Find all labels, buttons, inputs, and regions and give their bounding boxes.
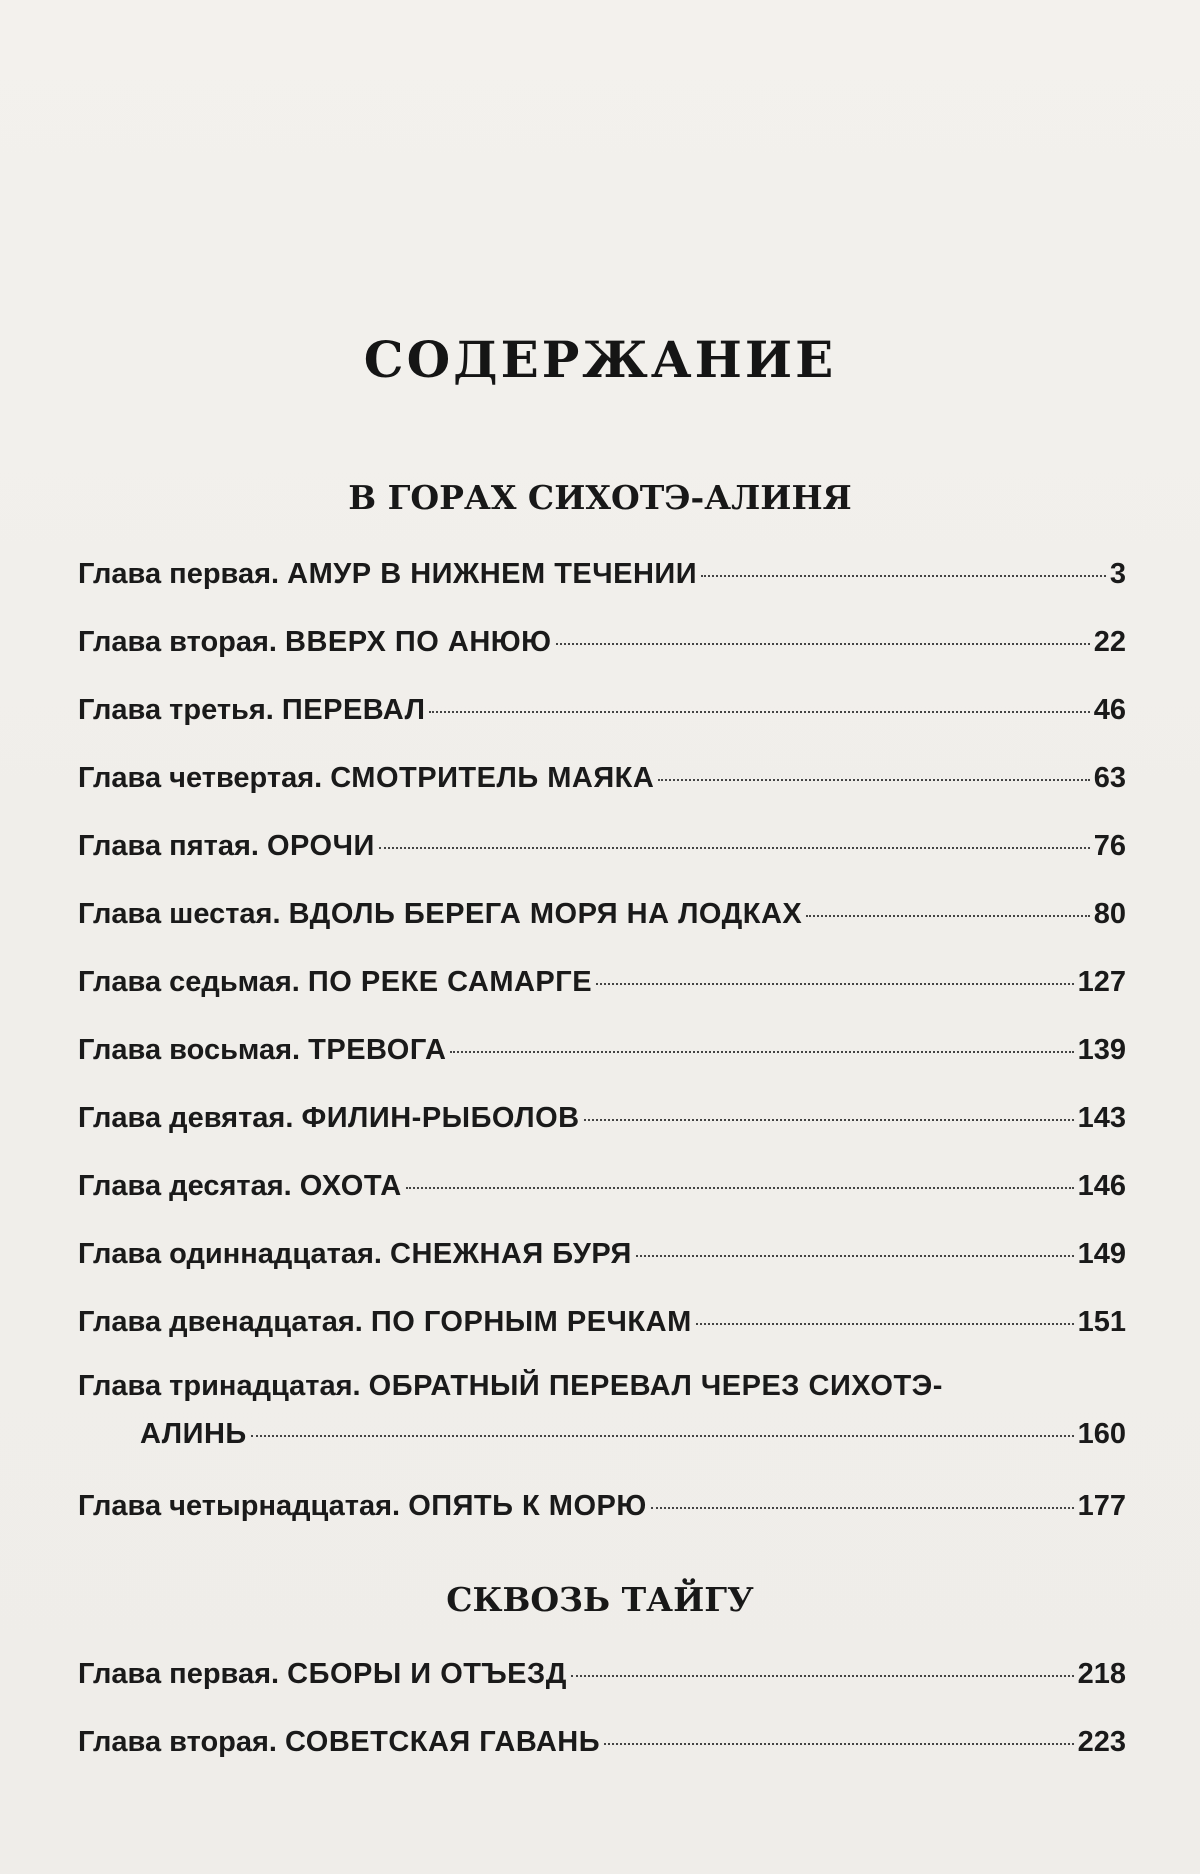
dot-leader (806, 915, 1089, 917)
chapter-name: ВДОЛЬ БЕРЕГА МОРЯ НА ЛОДКАХ (288, 898, 803, 930)
dot-leader (696, 1323, 1074, 1325)
chapter-number: Глава пятая. (78, 830, 259, 862)
toc-entry[interactable] (78, 694, 1126, 734)
chapter-name: ПО ГОРНЫМ РЕЧКАМ (370, 1306, 692, 1338)
chapter-name: ПЕРЕВАЛ (281, 694, 426, 726)
chapter-number: Глава седьмая. (78, 966, 300, 998)
chapter-number: Глава восьмая. (78, 1034, 301, 1066)
dot-leader (604, 1743, 1074, 1745)
page-number: 218 (1077, 1658, 1126, 1690)
chapter-name: ПО РЕКЕ САМАРГЕ (307, 966, 593, 998)
chapter-name: ОХОТА (299, 1170, 402, 1202)
dot-leader (658, 779, 1089, 781)
page-number: 46 (1093, 694, 1126, 726)
page-number: 177 (1077, 1490, 1126, 1522)
dot-leader (701, 575, 1106, 577)
toc-entry[interactable] (78, 626, 1126, 666)
chapter-name: ОПЯТЬ К МОРЮ (408, 1490, 647, 1522)
chapter-number: Глава четвертая. (78, 762, 323, 794)
page-number: 127 (1077, 966, 1126, 998)
chapter-number: Глава девятая. (78, 1102, 294, 1134)
chapter-name: СМОТРИТЕЛЬ МАЯКА (330, 762, 655, 794)
toc-entry[interactable] (78, 558, 1126, 598)
dot-leader (596, 983, 1074, 985)
dot-leader (379, 847, 1090, 849)
chapter-name: ФИЛИН-РЫБОЛОВ (301, 1102, 580, 1134)
chapter-number: Глава одиннадцатая. (78, 1238, 382, 1270)
chapter-number: Глава двенадцатая. (78, 1306, 363, 1338)
page-number: 76 (1093, 830, 1126, 862)
chapter-name: СБОРЫ И ОТЪЕЗД (287, 1658, 567, 1690)
chapter-number: Глава третья. (78, 694, 274, 726)
chapter-number: Глава первая. (78, 1658, 280, 1690)
toc-entry[interactable] (78, 1238, 1126, 1278)
chapter-name: СНЕЖНАЯ БУРЯ (390, 1238, 632, 1270)
toc-entry[interactable] (78, 1034, 1126, 1074)
chapter-number: Глава четырнадцатая. (78, 1490, 401, 1522)
dot-leader (651, 1507, 1074, 1509)
dot-leader (406, 1187, 1074, 1189)
toc-entry[interactable] (78, 1306, 1126, 1346)
toc-entry[interactable] (78, 762, 1126, 802)
toc-entry[interactable] (78, 898, 1126, 938)
chapter-name: СОВЕТСКАЯ ГАВАНЬ (285, 1726, 601, 1758)
page-number: 63 (1093, 762, 1126, 794)
page-number: 149 (1077, 1238, 1126, 1270)
page-number: 22 (1093, 626, 1126, 658)
dot-leader (556, 643, 1090, 645)
chapter-number: Глава десятая. (78, 1170, 292, 1202)
section-title-1: В ГОРАХ СИХОТЭ-АЛИНЯ (348, 478, 852, 517)
toc-entry[interactable] (78, 1170, 1126, 1210)
chapter-number: Глава вторая. (78, 626, 277, 658)
toc-entry-continuation[interactable] (78, 1418, 1126, 1458)
page-number: 223 (1077, 1726, 1126, 1758)
toc-entry[interactable] (78, 1726, 1126, 1766)
page-number: 3 (1109, 558, 1126, 590)
page-number: 139 (1077, 1034, 1126, 1066)
chapter-name-continued: АЛИНЬ (140, 1418, 247, 1450)
page-number: 160 (1077, 1418, 1126, 1450)
dot-leader (584, 1119, 1074, 1121)
page-number: 146 (1077, 1170, 1126, 1202)
page-number: 80 (1093, 898, 1126, 930)
chapter-number: Глава тринадцатая. (78, 1370, 361, 1402)
toc-entry[interactable] (78, 1490, 1126, 1530)
chapter-name: АМУР В НИЖНЕМ ТЕЧЕНИИ (287, 558, 698, 590)
chapter-name: ОРОЧИ (267, 830, 375, 862)
chapter-name: ВВЕРХ ПО АНЮЮ (285, 626, 552, 658)
dot-leader (636, 1255, 1074, 1257)
page-number: 151 (1077, 1306, 1126, 1338)
dot-leader (571, 1675, 1074, 1677)
page-title: СОДЕРЖАНИЕ (363, 330, 837, 389)
page-number: 143 (1077, 1102, 1126, 1134)
chapter-name: ОБРАТНЫЙ ПЕРЕВАЛ ЧЕРЕЗ СИХОТЭ- (368, 1370, 943, 1402)
chapter-number: Глава шестая. (78, 898, 281, 930)
toc-entry[interactable] (78, 1370, 1126, 1410)
chapter-name: ТРЕВОГА (308, 1034, 447, 1066)
section-title-2: СКВОЗЬ ТАЙГУ (446, 1580, 754, 1619)
dot-leader (251, 1435, 1074, 1437)
dot-leader (429, 711, 1089, 713)
dot-leader (450, 1051, 1073, 1053)
toc-entry[interactable] (78, 966, 1126, 1006)
toc-entry[interactable] (78, 1658, 1126, 1698)
chapter-number: Глава первая. (78, 558, 280, 590)
toc-entry[interactable] (78, 830, 1126, 870)
chapter-number: Глава вторая. (78, 1726, 277, 1758)
toc-entry[interactable] (78, 1102, 1126, 1142)
